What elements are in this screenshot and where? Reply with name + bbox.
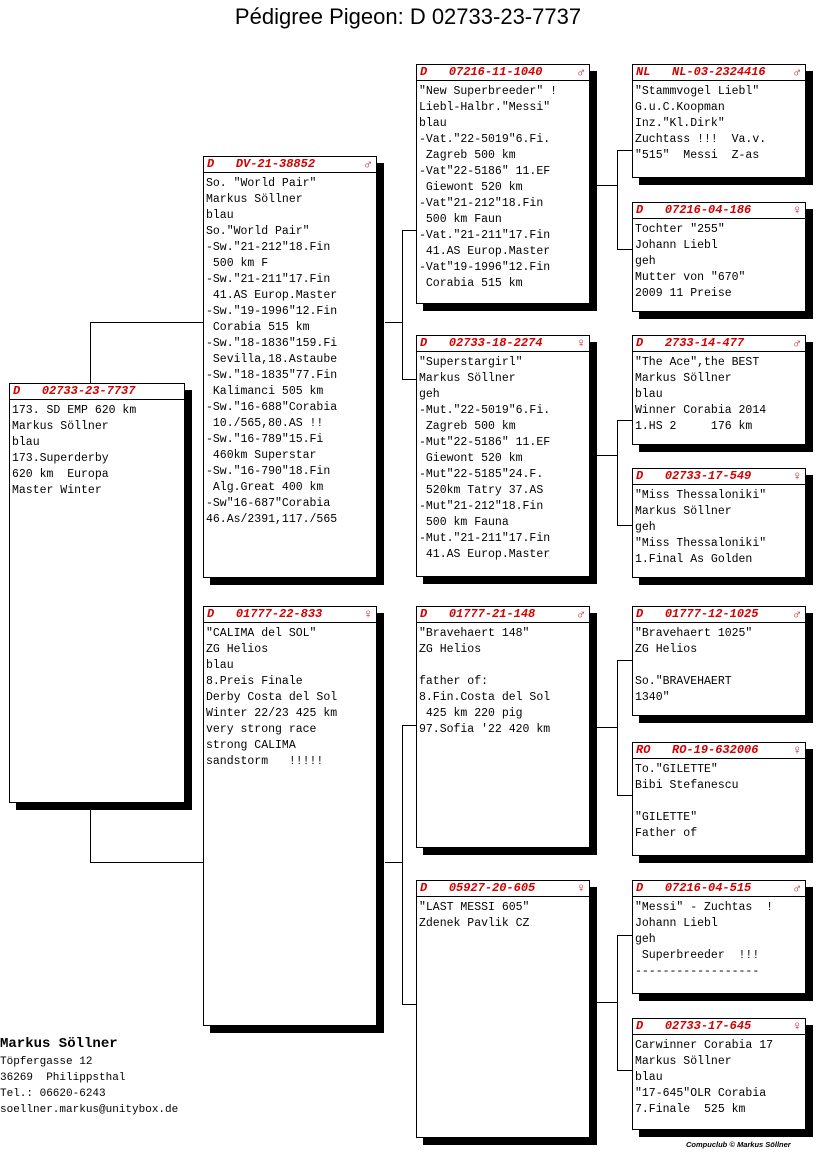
country-code: D — [420, 336, 428, 350]
pigeon-details — [633, 352, 805, 435]
detail-line: 460km Superstar — [206, 449, 317, 462]
detail-line — [635, 658, 805, 674]
pigeon-card-dam-sire[interactable] — [416, 606, 590, 848]
detail-line: blau — [635, 388, 663, 401]
detail-line: G.u.C.Koopman — [635, 101, 725, 114]
country-code: D — [636, 469, 644, 483]
detail-line: blau — [206, 209, 234, 222]
female-symbol-icon: ♀ — [577, 881, 585, 896]
pigeon-details — [204, 173, 376, 528]
ring-number: 02733-17-645 — [664, 1019, 752, 1033]
pigeon-card-header — [633, 469, 805, 485]
detail-line: Corabia 515 km — [419, 277, 523, 290]
detail-line: Markus Söllner — [12, 420, 109, 433]
ring-number: 07216-04-515 — [664, 881, 752, 895]
country-code: D — [636, 607, 644, 621]
ring-number: 02733-23-7737 — [41, 384, 136, 398]
detail-line: So."World Pair" — [206, 225, 310, 238]
pigeon-card-sire-sire[interactable] — [416, 64, 590, 304]
detail-line: Zagreb 500 km — [419, 149, 516, 162]
female-symbol-icon: ♀ — [364, 607, 372, 622]
detail-line: ------------------ — [635, 965, 760, 978]
pigeon-card-sire-dam-dam[interactable] — [632, 468, 806, 578]
connector-line — [617, 420, 633, 421]
country-code: D — [636, 881, 644, 895]
detail-line: -Sw."16-790"18.Fin — [206, 465, 331, 478]
connector-line — [402, 1004, 417, 1005]
detail-line: 173.Superderby — [12, 452, 109, 465]
pigeon-details — [633, 759, 805, 842]
male-symbol-icon: ♂ — [793, 607, 801, 622]
ring-number: 07216-11-1040 — [448, 65, 543, 79]
detail-line: Markus Söllner — [419, 372, 516, 385]
pigeon-details — [417, 352, 589, 563]
pigeon-details — [10, 400, 184, 499]
connector-line — [90, 322, 204, 323]
detail-line: Markus Söllner — [206, 193, 303, 206]
detail-line: -Sw."18-1835"77.Fin — [206, 369, 338, 382]
country-code: D — [207, 157, 215, 171]
pigeon-card-sire[interactable] — [203, 156, 377, 578]
pigeon-card-dam[interactable] — [203, 606, 377, 1026]
detail-line: "Miss Thessaloniki" — [635, 489, 767, 502]
connector-line — [402, 230, 417, 231]
ring-number: RO-19-632006 — [672, 743, 759, 757]
detail-line: -Vat"21-212"18.Fin — [419, 197, 544, 210]
detail-line: geh — [635, 933, 656, 946]
detail-line: 500 km Faun — [419, 213, 502, 226]
detail-line: "GILETTE" — [635, 811, 698, 824]
detail-line: 8.Fin.Costa del Sol — [419, 691, 551, 704]
connector-line — [617, 935, 618, 1071]
detail-line: geh — [419, 388, 440, 401]
pigeon-card-header — [204, 607, 376, 623]
detail-line: -Mut"22-5186" 11.EF — [419, 436, 551, 449]
male-symbol-icon: ♂ — [577, 65, 585, 80]
country-code: D — [420, 607, 428, 621]
male-symbol-icon: ♂ — [793, 881, 801, 896]
connector-line — [90, 862, 204, 863]
detail-line: 500 km F — [206, 257, 269, 270]
detail-line: "515" Messi Z-as — [635, 149, 760, 162]
detail-line: ZG Helios — [206, 643, 269, 656]
detail-line: Zuchtass !!! Va.v. — [635, 133, 767, 146]
detail-line: -Sw."21-211"17.Fin — [206, 273, 331, 286]
detail-line: 10./565,80.AS !! — [206, 417, 324, 430]
connector-line — [617, 660, 618, 796]
pigeon-card-dam-dam-dam[interactable] — [632, 1018, 806, 1130]
detail-line: Alg.Great 400 km — [206, 481, 324, 494]
detail-line: -Mut."21-211"17.Fin — [419, 532, 551, 545]
detail-line: blau — [12, 436, 40, 449]
detail-line: Markus Söllner — [635, 505, 732, 518]
detail-line: "17-645"OLR Corabia — [635, 1087, 767, 1100]
pigeon-card-header — [633, 336, 805, 352]
detail-line: Markus Söllner — [635, 372, 732, 385]
detail-line: -Sw."18-1836"159.Fi — [206, 337, 338, 350]
ring-number: 05927-20-605 — [448, 881, 536, 895]
country-code: D — [420, 881, 428, 895]
detail-line: Winter 22/23 425 km — [206, 707, 338, 720]
pigeon-card-sire-sire-dam[interactable] — [632, 202, 806, 312]
detail-line: Johann Liebl — [635, 917, 718, 930]
detail-line: Bibi Stefanescu — [635, 779, 739, 792]
header-spacer — [20, 384, 42, 398]
ring-number: NL-03-2324416 — [672, 65, 766, 79]
breeder-street: Töpfergasse 12 — [0, 1056, 93, 1068]
detail-line: 520km Tatry 37.AS — [419, 484, 544, 497]
connector-line — [385, 862, 402, 863]
female-symbol-icon: ♀ — [793, 203, 801, 218]
header-spacer — [643, 607, 665, 621]
detail-line: Kalimanci 505 km — [206, 385, 324, 398]
connector-line — [90, 322, 91, 384]
detail-line: Superbreeder !!! — [635, 949, 760, 962]
detail-line: sandstorm !!!!! — [206, 755, 324, 768]
pigeon-card-header — [633, 65, 805, 81]
ring-number: 07216-04-186 — [664, 203, 752, 217]
connector-line — [402, 725, 403, 1005]
pigeon-card-dam-dam[interactable] — [416, 880, 590, 1138]
header-spacer — [643, 203, 665, 217]
detail-line: 425 km 220 pig — [419, 707, 523, 720]
country-code: D — [636, 336, 644, 350]
connector-line — [597, 727, 617, 728]
detail-line: Zdenek Pavlik CZ — [419, 917, 530, 930]
detail-line: Inz."Kl.Dirk" — [635, 117, 725, 130]
detail-line: "Miss Thessaloniki" — [635, 537, 767, 550]
pigeon-card-header — [417, 607, 589, 623]
detail-line: blau — [206, 659, 234, 672]
detail-line: Mutter von "670" — [635, 271, 746, 284]
detail-line: -Mut"22-5185"24.F. — [419, 468, 544, 481]
female-symbol-icon: ♀ — [793, 743, 801, 758]
header-spacer — [427, 65, 449, 79]
pigeon-details — [633, 81, 805, 164]
connector-line — [617, 1070, 633, 1071]
detail-line: To."GILETTE" — [635, 763, 718, 776]
country-code: D — [207, 607, 215, 621]
detail-line: geh — [635, 255, 656, 268]
pigeon-card-sire-dam-sire[interactable] — [632, 335, 806, 445]
connector-line — [617, 249, 633, 250]
header-spacer — [643, 1019, 665, 1033]
connector-line — [617, 660, 633, 661]
ring-number: DV-21-38852 — [235, 157, 316, 171]
pigeon-card-dam-sire-sire[interactable] — [632, 606, 806, 716]
pigeon-card-header — [633, 607, 805, 623]
detail-line: -Mut"21-212"18.Fin — [419, 500, 544, 513]
detail-line: 97.Sofia '22 420 km — [419, 723, 551, 736]
pigeon-details — [633, 623, 805, 706]
detail-line: Sevilla,18.Astaube — [206, 353, 338, 366]
detail-line: "Stammvogel Liebl" — [635, 85, 760, 98]
detail-line: -Sw"16-687"Corabia — [206, 497, 331, 510]
male-symbol-icon: ♂ — [577, 607, 585, 622]
breeder-address — [0, 1034, 178, 1118]
detail-line: father of: — [419, 675, 489, 688]
detail-line: -Vat."22-5019"6.Fi. — [419, 133, 551, 146]
detail-line: "Superstargirl" — [419, 356, 523, 369]
detail-line: 620 km Europa — [12, 468, 109, 481]
connector-line — [617, 525, 633, 526]
detail-line: Corabia 515 km — [206, 321, 310, 334]
detail-line: 41.AS Europ.Master — [419, 245, 551, 258]
detail-line: 1340" — [635, 691, 670, 704]
detail-line: blau — [635, 1071, 663, 1084]
male-symbol-icon: ♂ — [364, 157, 372, 172]
connector-line — [597, 185, 617, 186]
female-symbol-icon: ♀ — [793, 469, 801, 484]
detail-line: Giewont 520 km — [419, 452, 523, 465]
pigeon-card-dam-dam-sire[interactable] — [632, 880, 806, 994]
country-code: D — [636, 1019, 644, 1033]
detail-line: blau — [419, 117, 447, 130]
detail-line: Winner Corabia 2014 — [635, 404, 767, 417]
detail-line: ZG Helios — [419, 643, 482, 656]
detail-line: -Mut."22-5019"6.Fi. — [419, 404, 551, 417]
detail-line: "Messi" - Zuchtas ! — [635, 901, 774, 914]
connector-line — [597, 455, 617, 456]
detail-line: 500 km Fauna — [419, 516, 509, 529]
pigeon-card-header — [633, 881, 805, 897]
pigeon-card-header — [417, 336, 589, 352]
copyright-footer: Compuclub © Markus Söllner — [686, 1140, 791, 1149]
pigeon-card-header — [633, 203, 805, 219]
detail-line: 41.AS Europ.Master — [419, 548, 551, 561]
detail-line: "New Superbreeder" ! — [419, 85, 558, 98]
country-code: D — [13, 384, 21, 398]
detail-line: "The Ace",the BEST — [635, 356, 760, 369]
connector-line — [402, 379, 417, 380]
pigeon-details — [633, 1035, 805, 1118]
country-code: RO — [636, 743, 651, 757]
header-spacer — [650, 65, 672, 79]
detail-line: Father of — [635, 827, 698, 840]
breeder-name: Markus Söllner — [0, 1036, 118, 1052]
pigeon-details — [417, 623, 589, 738]
detail-line: Carwinner Corabia 17 — [635, 1039, 774, 1052]
detail-line: Johann Liebl — [635, 239, 718, 252]
header-spacer — [643, 469, 665, 483]
connector-line — [385, 322, 402, 323]
detail-line: 8.Preis Finale — [206, 675, 303, 688]
detail-line: 2009 11 Preise — [635, 287, 732, 300]
pigeon-details — [633, 485, 805, 568]
pigeon-details — [417, 897, 589, 932]
connector-line — [402, 725, 417, 726]
ring-number: 02733-18-2274 — [448, 336, 543, 350]
detail-line: 41.AS Europ.Master — [206, 289, 338, 302]
pigeon-card-header — [417, 65, 589, 81]
detail-line: "CALIMA del SOL" — [206, 627, 317, 640]
pigeon-details — [633, 897, 805, 980]
detail-line: -Vat."21-211"17.Fin — [419, 229, 551, 242]
page-title: Pédigree Pigeon: D 02733-23-7737 — [234, 4, 582, 29]
header-spacer — [214, 607, 236, 621]
header-spacer — [643, 881, 665, 895]
detail-line — [635, 794, 805, 810]
pigeon-card-dam-sire-dam[interactable] — [632, 742, 806, 856]
detail-line: So."BRAVEHAERT — [635, 675, 732, 688]
detail-line: geh — [635, 521, 656, 534]
ring-number: 01777-22-833 — [235, 607, 323, 621]
header-spacer — [427, 336, 449, 350]
detail-line: 7.Finale 525 km — [635, 1103, 746, 1116]
pigeon-card-header — [633, 1019, 805, 1035]
country-code: NL — [636, 65, 651, 79]
detail-line: Derby Costa del Sol — [206, 691, 338, 704]
detail-line: Liebl-Halbr."Messi" — [419, 101, 551, 114]
male-symbol-icon: ♂ — [793, 65, 801, 80]
detail-line: So. "World Pair" — [206, 177, 317, 190]
country-code: D — [636, 203, 644, 217]
detail-line: Giewont 520 km — [419, 181, 523, 194]
pigeon-card-header — [10, 384, 184, 400]
detail-line: 1.HS 2 176 km — [635, 420, 753, 433]
ring-number: 01777-21-148 — [448, 607, 536, 621]
pigeon-details — [417, 81, 589, 292]
male-symbol-icon: ♂ — [793, 336, 801, 351]
detail-line: "LAST MESSI 605" — [419, 901, 530, 914]
detail-line: "Bravehaert 1025" — [635, 627, 753, 640]
pigeon-card-main[interactable] — [9, 383, 185, 803]
ring-number: 2733-14-477 — [664, 336, 745, 350]
detail-line: Master Winter — [12, 484, 102, 497]
detail-line: -Sw."21-212"18.Fin — [206, 241, 331, 254]
connector-line — [617, 420, 618, 526]
detail-line: 173. SD EMP 620 km — [12, 404, 137, 417]
ring-number: 02733-17-549 — [664, 469, 752, 483]
pigeon-details — [204, 623, 376, 770]
detail-line: very strong race — [206, 723, 317, 736]
pigeon-card-sire-dam[interactable] — [416, 335, 590, 577]
ring-number: 01777-12-1025 — [664, 607, 759, 621]
connector-line — [617, 935, 633, 936]
detail-line: Markus Söllner — [635, 1055, 732, 1068]
breeder-email[interactable]: soellner.markus@unitybox.de — [0, 1104, 179, 1116]
detail-line — [419, 658, 589, 674]
connector-line — [402, 230, 403, 380]
pigeon-details — [633, 219, 805, 302]
header-spacer — [427, 881, 449, 895]
header-spacer — [643, 336, 665, 350]
header-spacer — [427, 607, 449, 621]
pigeon-card-header — [417, 881, 589, 897]
pigeon-card-header — [633, 743, 805, 759]
detail-line: strong CALIMA — [206, 739, 296, 752]
country-code: D — [420, 65, 428, 79]
detail-line: -Sw."19-1996"12.Fin — [206, 305, 338, 318]
connector-line — [597, 1002, 617, 1003]
detail-line: 1.Final As Golden — [635, 553, 753, 566]
connector-line — [90, 808, 91, 863]
detail-line: Tochter "255" — [635, 223, 725, 236]
detail-line: -Sw."16-688"Corabia — [206, 401, 338, 414]
connector-line — [617, 795, 633, 796]
header-spacer — [650, 743, 672, 757]
detail-line: -Vat"19-1996"12.Fin — [419, 261, 551, 274]
detail-line: -Sw."16-789"15.Fi — [206, 433, 324, 446]
pigeon-card-header — [204, 157, 376, 173]
female-symbol-icon: ♀ — [793, 1019, 801, 1034]
header-spacer — [214, 157, 236, 171]
detail-line: Zagreb 500 km — [419, 420, 516, 433]
connector-line — [617, 150, 618, 250]
breeder-phone: Tel.: 06620-6243 — [0, 1088, 106, 1100]
detail-line: "Bravehaert 148" — [419, 627, 530, 640]
breeder-city: 36269 Philippsthal — [0, 1072, 126, 1084]
connector-line — [617, 150, 633, 151]
detail-line: -Vat"22-5186" 11.EF — [419, 165, 551, 178]
detail-line: ZG Helios — [635, 643, 698, 656]
detail-line: 46.As/2391,117./565 — [206, 513, 338, 526]
female-symbol-icon: ♀ — [577, 336, 585, 351]
pigeon-card-sire-sire-sire[interactable] — [632, 64, 806, 178]
